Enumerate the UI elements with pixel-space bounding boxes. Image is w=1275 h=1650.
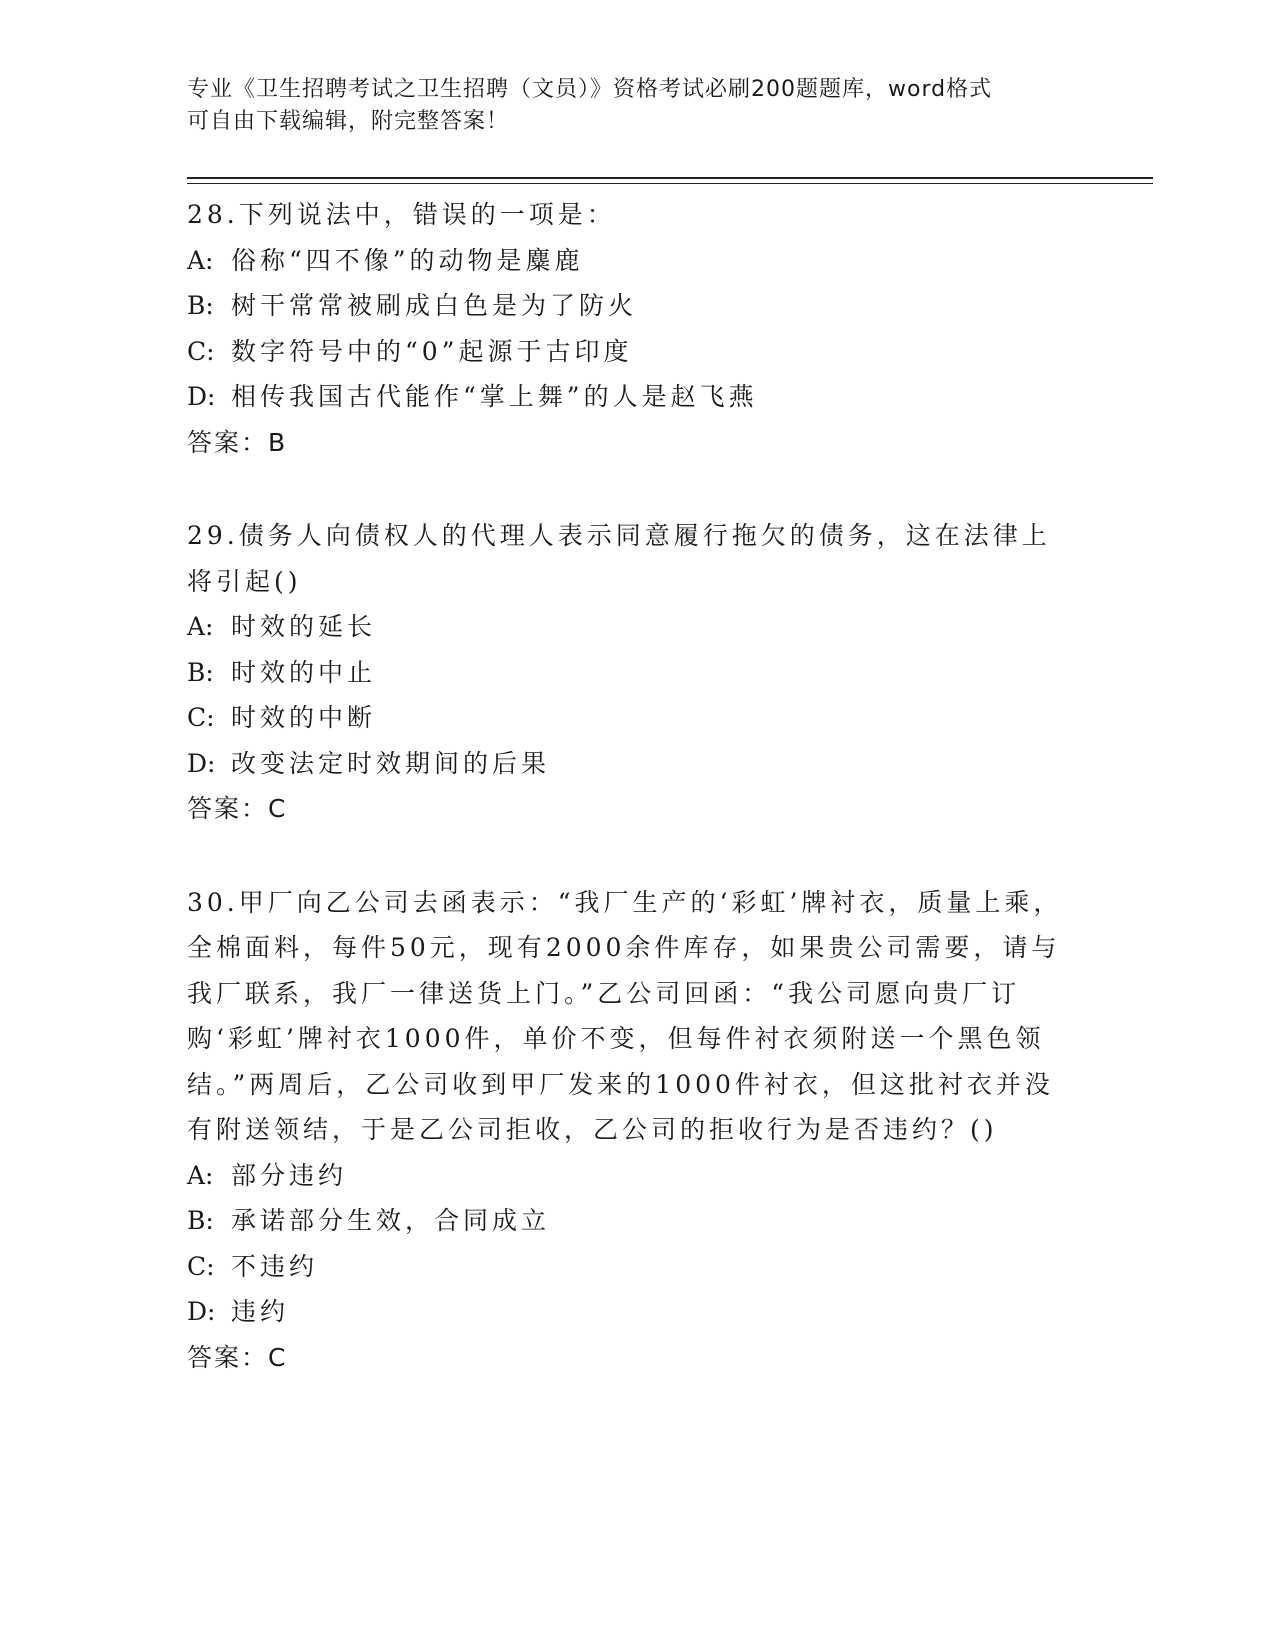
option-text: 相传我国古代能作“掌上舞”的人是赵飞燕 <box>231 382 758 411</box>
option-letter: C: <box>187 1251 215 1281</box>
option-letter: A: <box>187 612 214 641</box>
option-text: 承诺部分生效，合同成立 <box>231 1206 551 1235</box>
answer-line: 答案：B <box>187 427 288 457</box>
option-text: 违约 <box>231 1297 290 1326</box>
option-c <box>187 695 1077 741</box>
option-letter: D: <box>187 382 216 411</box>
option-text: 不违约 <box>231 1251 319 1281</box>
option-text: 数字符号中的“0”起源于古印度 <box>231 336 633 366</box>
option-d <box>187 374 1077 420</box>
option-a <box>187 604 1077 650</box>
option-text: 时效的中断 <box>231 703 377 732</box>
option-text: 时效的延长 <box>231 612 377 641</box>
option-c <box>187 329 1077 375</box>
question-stem: 28.下列说法中，错误的一项是： <box>187 200 616 229</box>
option-letter: A: <box>187 1160 214 1190</box>
option-letter: D: <box>187 748 216 778</box>
answer-line: 答案：C <box>187 794 288 823</box>
option-letter: B: <box>187 291 214 320</box>
question-29 <box>187 513 1077 832</box>
header-line-2: 可自由下载编辑，附完整答案！ <box>187 109 510 134</box>
question-stem: 30.甲厂向乙公司去函表示：“我厂生产的‘彩虹’牌衬衣，质量上乘，全棉面料，每件50元，现有2000余件库存，如果贵公司需要，请与我厂联系，我厂一律送货上门。”乙公司回函：“我公司愿向贵厂订购‘彩虹’牌衬衣1000件，单价不变，但每件衬衣须附送一个黑色领结。”两周后，乙公司收到甲厂发来的1000件衬衣，但这批衬衣并没有附送领结，于是乙公司拒收，乙公司的拒收行为是否违约？() <box>187 887 1063 1144</box>
option-text: 改变法定时效期间的后果 <box>231 748 551 778</box>
question-list <box>187 192 1077 1428</box>
option-letter: A: <box>187 245 214 275</box>
option-b <box>187 650 1077 696</box>
option-letter: C: <box>187 703 215 732</box>
option-text: 俗称“四不像”的动物是麋鹿 <box>231 245 584 275</box>
header-line-1: 专业《卫生招聘考试之卫生招聘（文员）》资格考试必刷200题题库，word格式 <box>187 77 993 102</box>
option-c <box>187 1244 1077 1290</box>
question-30 <box>187 880 1077 1381</box>
option-a <box>187 1153 1077 1199</box>
option-letter: C: <box>187 336 215 366</box>
option-b <box>187 283 1077 329</box>
option-text: 时效的中止 <box>231 657 377 687</box>
option-b <box>187 1198 1077 1244</box>
option-d <box>187 1289 1077 1335</box>
option-a <box>187 238 1077 284</box>
header-divider-thin <box>187 183 1153 184</box>
option-letter: D: <box>187 1297 216 1326</box>
option-d <box>187 741 1077 787</box>
header-divider-thick <box>187 177 1153 179</box>
option-text: 树干常常被刷成白色是为了防火 <box>231 291 638 320</box>
question-stem: 29.债务人向债权人的代理人表示同意履行拖欠的债务，这在法律上将引起() <box>187 521 1051 596</box>
question-28 <box>187 192 1077 465</box>
option-letter: B: <box>187 1206 214 1235</box>
answer-line: 答案：C <box>187 1342 288 1372</box>
option-text: 部分违约 <box>231 1160 348 1190</box>
document-header <box>187 74 1067 138</box>
option-letter: B: <box>187 657 214 687</box>
